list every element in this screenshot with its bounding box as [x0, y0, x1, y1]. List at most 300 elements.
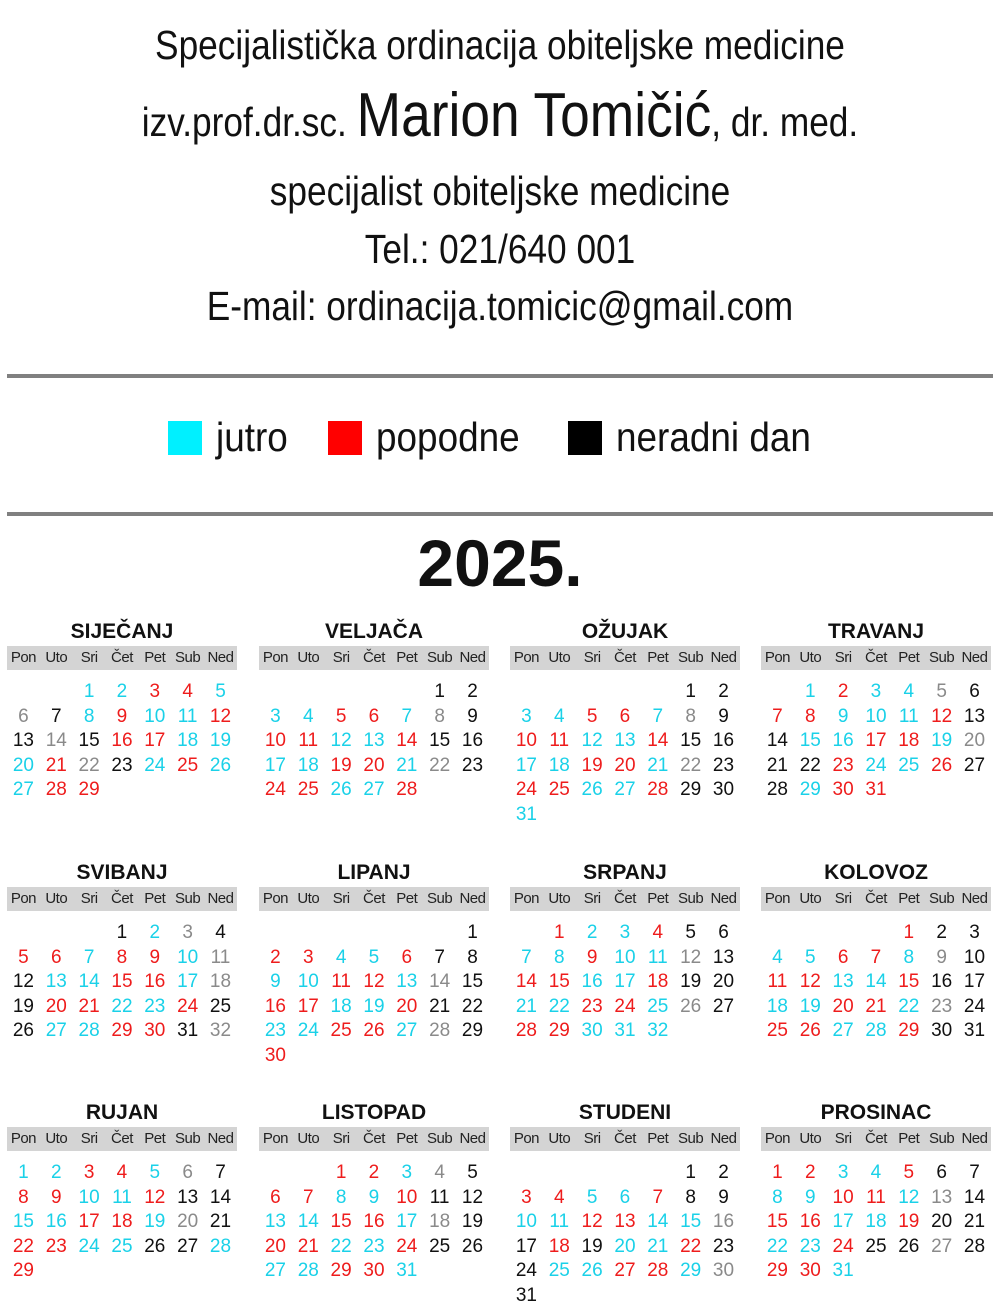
day-cell: 21: [515, 995, 537, 1017]
day-cell: 4: [302, 705, 314, 727]
day-cell: 28: [647, 779, 669, 801]
day-cell: 11: [210, 946, 231, 968]
day-cell: 29: [680, 779, 702, 801]
day-cell: 21: [429, 995, 451, 1017]
day-cell: 29: [111, 1020, 133, 1042]
weekday-label: Uto: [297, 649, 320, 666]
day-cell: 10: [963, 946, 986, 968]
day-cell: 26: [12, 1020, 34, 1042]
weekday-label: Ned: [207, 649, 234, 666]
day-cell: 17: [515, 1235, 537, 1257]
day-cell: 20: [614, 754, 636, 776]
weekday-label: Pet: [396, 649, 418, 666]
day-cell: 11: [298, 730, 319, 752]
empty-cell: [510, 680, 543, 705]
empty-cell: [609, 1161, 642, 1186]
weekday-label: Čet: [614, 1130, 636, 1147]
empty-cell: [543, 680, 576, 705]
month-title: LISTOPAD: [321, 1101, 427, 1124]
day-cell: 2: [936, 922, 947, 943]
day-cell: 14: [429, 971, 451, 993]
empty-cell: [358, 680, 391, 705]
day-cell: 8: [335, 1186, 347, 1208]
day-cell: 15: [330, 1211, 352, 1233]
weekday-label: Pon: [262, 890, 289, 907]
day-cell: 9: [936, 946, 947, 968]
day-cell: 30: [581, 1020, 603, 1042]
day-cell: 29: [799, 779, 821, 801]
weekday-label: Ned: [961, 890, 988, 907]
weekday-label: Pon: [10, 890, 37, 907]
day-cell: 26: [330, 779, 352, 801]
weekday-label: Sub: [175, 649, 201, 666]
day-cell: 18: [766, 995, 788, 1017]
legend-label: popodne: [375, 414, 520, 460]
weekday-header: [510, 1127, 740, 1151]
weekday-label: Pet: [144, 890, 166, 907]
day-cell: 15: [548, 971, 570, 993]
day-cell: 22: [429, 754, 451, 776]
day-cell: 19: [209, 730, 232, 752]
weekday-label: Pet: [898, 1130, 920, 1147]
weekday-label: Sub: [929, 890, 955, 907]
day-cell: 20: [832, 995, 854, 1017]
day-cell: 26: [931, 754, 953, 776]
day-cell: 7: [215, 1162, 226, 1183]
empty-cell: [259, 921, 292, 946]
day-cell: 25: [865, 1235, 887, 1257]
weekday-label: Čet: [111, 649, 133, 666]
day-cell: 4: [553, 705, 565, 727]
day-cell: 19: [898, 1211, 920, 1233]
day-cell: 11: [429, 1186, 450, 1208]
day-cell: 17: [515, 754, 537, 776]
legend: [0, 414, 1000, 461]
day-cell: 22: [680, 1235, 702, 1257]
day-cell: 4: [215, 922, 226, 943]
day-cell: 23: [581, 995, 603, 1017]
weekday-label: Sri: [80, 1130, 98, 1147]
day-cell: 7: [521, 946, 532, 968]
day-cell: 2: [467, 681, 478, 702]
day-cell: 4: [652, 922, 664, 943]
day-cell: 6: [401, 946, 413, 968]
day-cell: 23: [712, 1235, 735, 1257]
day-cell: 14: [78, 971, 100, 993]
day-cell: 7: [652, 1186, 664, 1208]
day-cell: 17: [264, 754, 286, 776]
day-cell: 3: [521, 705, 532, 727]
day-cell: 13: [264, 1211, 286, 1233]
weekday-label: Ned: [710, 890, 737, 907]
day-cell: 15: [898, 971, 920, 993]
weekday-label: Čet: [363, 1130, 385, 1147]
day-cell: 24: [297, 1020, 319, 1042]
weekday-label: Sri: [583, 1130, 601, 1147]
day-cell: 21: [647, 1235, 669, 1257]
day-cell: 21: [297, 1235, 319, 1257]
day-cell: 15: [78, 730, 100, 752]
weekday-label: Ned: [459, 890, 486, 907]
weekday-label: Pet: [144, 649, 166, 666]
day-cell: 11: [177, 705, 198, 727]
weekday-label: Uto: [548, 1130, 571, 1147]
legend-item-popodne: [328, 414, 536, 461]
day-cell: 29: [548, 1020, 570, 1042]
empty-cell: [292, 921, 325, 946]
weekday-label: Pet: [898, 890, 920, 907]
day-cell: 4: [870, 1162, 882, 1183]
weekday-label: Sri: [332, 649, 350, 666]
day-cell: 29: [461, 1020, 484, 1042]
day-cell: 18: [898, 730, 920, 752]
weekday-label: Sub: [678, 649, 704, 666]
day-cell: 1: [467, 922, 478, 943]
day-cell: 26: [581, 779, 603, 801]
weekday-label: Sri: [332, 890, 350, 907]
day-grid: [259, 1161, 489, 1284]
weekday-header: [510, 646, 740, 670]
day-cell: 6: [182, 1162, 193, 1183]
weekday-label: Sri: [80, 890, 98, 907]
day-cell: 3: [870, 681, 882, 702]
day-cell: 16: [111, 730, 133, 752]
day-cell: 29: [766, 1260, 788, 1282]
day-cell: 28: [766, 779, 788, 801]
weekday-label: Uto: [548, 649, 571, 666]
day-cell: 27: [396, 1020, 418, 1042]
empty-cell: [510, 921, 543, 946]
day-cell: 8: [553, 946, 565, 968]
empty-cell: [423, 921, 456, 946]
day-cell: 8: [18, 1186, 29, 1208]
weekday-header: [7, 1127, 237, 1151]
day-cell: 22: [548, 995, 570, 1017]
day-cell: 6: [50, 946, 62, 968]
day-cell: 30: [832, 779, 854, 801]
day-cell: 16: [581, 971, 603, 993]
day-cell: 18: [209, 971, 232, 993]
day-cell: 2: [718, 681, 729, 702]
month-title: PROSINAC: [820, 1101, 932, 1124]
day-cell: 14: [515, 971, 537, 993]
day-cell: 24: [177, 995, 199, 1017]
day-cell: 19: [581, 754, 603, 776]
legend-item-neradni-dan: [568, 414, 833, 461]
day-cell: 16: [712, 1211, 735, 1233]
day-cell: 15: [12, 1211, 34, 1233]
day-cell: 1: [685, 1162, 696, 1183]
weekday-label: Sub: [427, 890, 453, 907]
weekday-label: Pet: [647, 1130, 669, 1147]
day-cell: 8: [685, 705, 696, 727]
day-cell: 13: [177, 1186, 199, 1208]
day-cell: 8: [903, 946, 915, 968]
day-grid: [7, 680, 237, 803]
weekday-header: [761, 887, 991, 911]
day-cell: 21: [45, 754, 67, 776]
day-cell: 11: [549, 1211, 570, 1233]
day-cell: 11: [898, 705, 919, 727]
weekday-label: Pon: [262, 1130, 289, 1147]
day-cell: 11: [866, 1186, 886, 1208]
day-cell: 21: [647, 754, 669, 776]
day-cell: 2: [837, 681, 849, 702]
month-svibanj: [7, 859, 237, 1044]
day-cell: 6: [837, 946, 849, 968]
day-cell: 6: [18, 705, 29, 727]
practice-name: Specijalistička ordinacija obiteljske medicine: [155, 22, 845, 68]
day-cell: 7: [83, 946, 95, 968]
day-cell: 27: [832, 1020, 854, 1042]
weekday-label: Ned: [710, 1130, 737, 1147]
day-cell: 12: [581, 730, 603, 752]
day-cell: 21: [78, 995, 100, 1017]
weekday-label: Pon: [10, 649, 37, 666]
day-cell: 20: [177, 1211, 199, 1233]
day-cell: 13: [363, 730, 385, 752]
day-cell: 28: [78, 1020, 100, 1042]
day-cell: 22: [330, 1235, 352, 1257]
day-cell: 16: [45, 1211, 67, 1233]
weekday-label: Sri: [834, 649, 852, 666]
month-lipanj: [259, 859, 489, 1069]
day-cell: 27: [363, 779, 385, 801]
empty-cell: [7, 921, 40, 946]
day-cell: 5: [335, 705, 347, 727]
weekday-label: Uto: [45, 890, 68, 907]
day-cell: 9: [149, 946, 161, 968]
day-cell: 25: [330, 1020, 352, 1042]
empty-cell: [827, 921, 860, 946]
weekday-header: [761, 1127, 991, 1151]
day-cell: 18: [548, 1235, 570, 1257]
day-cell: 1: [685, 681, 696, 702]
day-cell: 7: [652, 705, 664, 727]
weekday-label: Sub: [427, 1130, 453, 1147]
empty-cell: [860, 921, 893, 946]
empty-cell: [259, 1161, 292, 1186]
day-cell: 31: [865, 779, 887, 801]
empty-cell: [325, 921, 358, 946]
day-cell: 18: [647, 971, 669, 993]
divider-top: [7, 374, 993, 378]
day-cell: 24: [264, 779, 286, 801]
day-cell: 17: [177, 971, 199, 993]
weekday-label: Pon: [513, 1130, 540, 1147]
day-cell: 22: [799, 754, 821, 776]
day-cell: 17: [865, 730, 887, 752]
day-cell: 27: [177, 1235, 199, 1257]
weekday-label: Pon: [513, 649, 540, 666]
day-cell: 19: [799, 995, 821, 1017]
day-cell: 27: [614, 779, 636, 801]
day-grid: [259, 680, 489, 803]
morning-swatch-icon: [168, 421, 202, 455]
month-title: SVIBANJ: [76, 861, 168, 884]
day-cell: 10: [177, 946, 199, 968]
day-cell: 26: [680, 995, 702, 1017]
month-siječanj: [7, 618, 237, 803]
empty-cell: [576, 1161, 609, 1186]
weekday-header: [259, 646, 489, 670]
day-cell: 26: [363, 1020, 385, 1042]
day-cell: 27: [931, 1235, 953, 1257]
day-cell: 16: [264, 995, 286, 1017]
day-cell: 4: [772, 946, 783, 968]
month-title: TRAVANJ: [827, 620, 925, 643]
day-cell: 30: [931, 1020, 953, 1042]
empty-cell: [40, 680, 73, 705]
day-cell: 18: [177, 730, 199, 752]
day-cell: 8: [434, 705, 445, 727]
month-title: VELJAČA: [324, 620, 424, 643]
day-cell: 21: [396, 754, 418, 776]
day-cell: 11: [647, 946, 668, 968]
day-cell: 18: [548, 754, 570, 776]
weekday-label: Čet: [865, 649, 887, 666]
day-cell: 28: [515, 1020, 537, 1042]
day-cell: 14: [647, 1211, 669, 1233]
weekday-header: [761, 646, 991, 670]
day-cell: 14: [865, 971, 887, 993]
day-cell: 15: [111, 971, 133, 993]
day-grid: [761, 1161, 991, 1284]
day-cell: 5: [149, 1162, 161, 1183]
day-cell: 13: [12, 730, 34, 752]
weekday-label: Uto: [799, 649, 822, 666]
day-cell: 3: [149, 681, 161, 702]
day-cell: 2: [718, 1162, 729, 1183]
day-cell: 12: [12, 971, 34, 993]
day-cell: 16: [931, 971, 953, 993]
weekday-label: Čet: [865, 890, 887, 907]
weekday-label: Sri: [834, 1130, 852, 1147]
weekday-header: [7, 887, 237, 911]
day-cell: 25: [177, 754, 199, 776]
day-cell: 5: [18, 946, 29, 968]
doctor-line: [70, 80, 930, 151]
weekday-label: Sri: [80, 649, 98, 666]
month-ožujak: [510, 618, 740, 828]
empty-cell: [259, 680, 292, 705]
day-cell: 3: [521, 1186, 532, 1208]
day-cell: 12: [144, 1186, 166, 1208]
day-cell: 16: [712, 730, 735, 752]
day-grid: [7, 1161, 237, 1284]
day-cell: 13: [832, 971, 854, 993]
day-cell: 8: [467, 946, 478, 968]
day-cell: 28: [429, 1020, 451, 1042]
day-cell: 20: [264, 1235, 286, 1257]
day-cell: 13: [45, 971, 67, 993]
day-grid: [510, 680, 740, 828]
day-cell: 24: [515, 779, 537, 801]
day-cell: 1: [553, 922, 565, 943]
month-studeni: [510, 1099, 740, 1309]
day-cell: 5: [368, 946, 380, 968]
day-cell: 18: [297, 754, 319, 776]
month-title: LIPANJ: [337, 861, 411, 884]
day-cell: 26: [799, 1020, 821, 1042]
day-cell: 27: [712, 995, 735, 1017]
day-cell: 8: [804, 705, 816, 727]
doctor-title-prefix: izv.prof.dr.sc.: [141, 99, 347, 145]
day-cell: 24: [515, 1260, 537, 1282]
weekday-label: Uto: [799, 890, 822, 907]
empty-cell: [390, 680, 423, 705]
doctor-specialty: specijalist obiteljske medicine: [269, 168, 731, 214]
day-cell: 25: [548, 1260, 570, 1282]
day-cell: 16: [832, 730, 854, 752]
empty-cell: [73, 921, 106, 946]
month-kolovoz: [761, 859, 991, 1044]
day-cell: 22: [111, 995, 133, 1017]
day-cell: 32: [209, 1020, 232, 1042]
empty-cell: [543, 1161, 576, 1186]
day-cell: 2: [586, 922, 598, 943]
day-cell: 1: [434, 681, 445, 702]
day-cell: 12: [799, 971, 821, 993]
day-cell: 3: [619, 922, 631, 943]
empty-cell: [325, 680, 358, 705]
day-cell: 5: [685, 922, 696, 943]
day-cell: 19: [12, 995, 34, 1017]
day-cell: 10: [144, 705, 166, 727]
weekday-label: Ned: [207, 1130, 234, 1147]
day-cell: 5: [215, 681, 226, 702]
day-cell: 3: [837, 1162, 849, 1183]
month-title: RUJAN: [85, 1101, 159, 1124]
day-cell: 25: [898, 754, 920, 776]
day-off-swatch-icon: [568, 421, 602, 455]
weekday-label: Pon: [764, 890, 791, 907]
day-cell: 27: [12, 779, 34, 801]
day-cell: 6: [936, 1162, 947, 1183]
day-cell: 18: [429, 1211, 451, 1233]
day-cell: 10: [614, 946, 636, 968]
day-cell: 20: [396, 995, 418, 1017]
day-cell: 20: [363, 754, 385, 776]
weekday-label: Uto: [799, 1130, 822, 1147]
day-cell: 7: [969, 1162, 980, 1183]
day-cell: 9: [116, 705, 128, 727]
weekday-label: Pet: [647, 890, 669, 907]
day-cell: 13: [614, 1211, 636, 1233]
day-cell: 1: [772, 1162, 783, 1183]
day-cell: 18: [111, 1211, 133, 1233]
month-title: SRPANJ: [583, 861, 667, 884]
day-cell: 7: [50, 705, 62, 727]
weekday-label: Sub: [929, 1130, 955, 1147]
day-cell: 8: [116, 946, 128, 968]
day-cell: 14: [396, 730, 418, 752]
day-cell: 8: [83, 705, 95, 727]
day-cell: 20: [931, 1211, 953, 1233]
day-cell: 3: [182, 922, 193, 943]
day-cell: 25: [766, 1020, 788, 1042]
empty-cell: [7, 680, 40, 705]
day-cell: 10: [396, 1186, 418, 1208]
weekday-label: Uto: [297, 1130, 320, 1147]
empty-cell: [292, 1161, 325, 1186]
weekday-label: Sri: [583, 890, 601, 907]
weekday-label: Uto: [297, 890, 320, 907]
weekday-label: Uto: [45, 649, 68, 666]
day-cell: 10: [264, 730, 286, 752]
day-cell: 17: [78, 1211, 100, 1233]
weekday-label: Sub: [929, 649, 955, 666]
